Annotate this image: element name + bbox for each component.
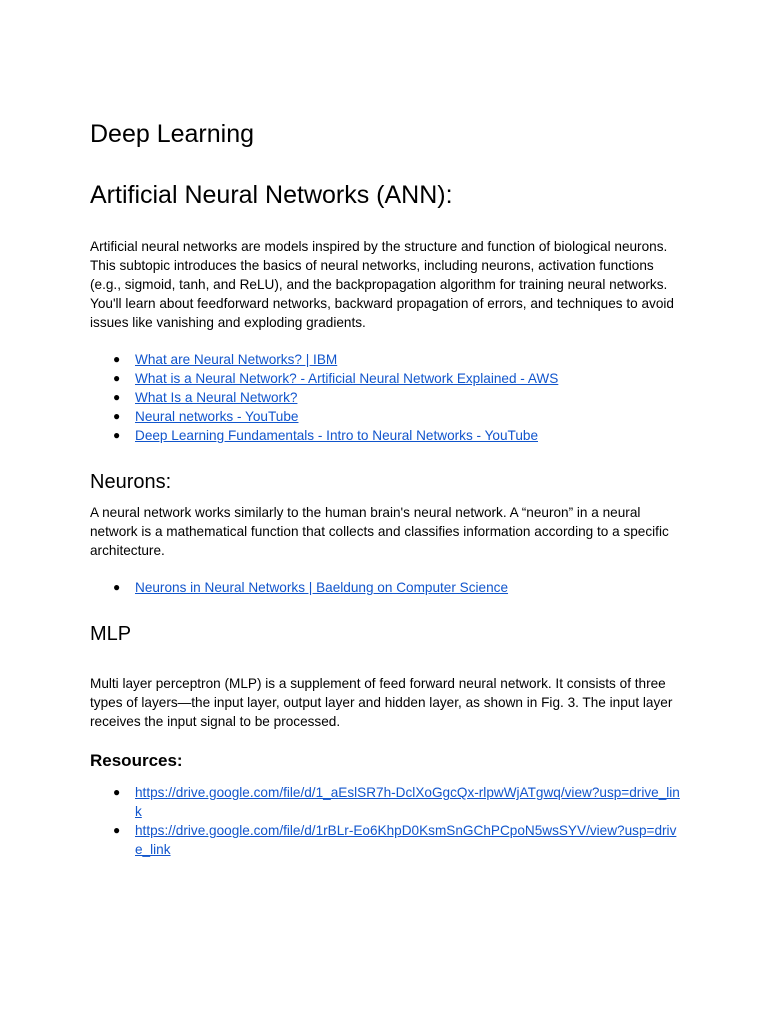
- list-item: [90, 350, 680, 369]
- link-baeldung-neurons[interactable]: Neurons in Neural Networks | Baeldung on Computer Science: [135, 580, 509, 595]
- bullet-icon: ●: [113, 390, 121, 404]
- link-neural-networks-youtube[interactable]: Neural networks - YouTube: [135, 409, 299, 424]
- neurons-description: A neural network works similarly to the human brain's neural network. A “neuron” in a neural network is a mathematical function that collects and classifies information according to a specific architecture.: [90, 505, 669, 558]
- neurons-link-list: [90, 578, 680, 597]
- link-deep-learning-fundamentals[interactable]: Deep Learning Fundamentals - Intro to Neural Networks - YouTube: [135, 428, 538, 443]
- link-what-is-neural-network[interactable]: What Is a Neural Network?: [135, 390, 298, 405]
- list-item: [90, 426, 680, 445]
- ann-heading: Artificial Neural Networks (ANN):: [90, 181, 453, 209]
- bullet-icon: ●: [113, 785, 121, 799]
- list-item: [90, 821, 680, 859]
- ann-description: Artificial neural networks are models inspired by the structure and function of biological neurons. This subtopic introduces the basics of neural networks, including neurons, activation functions (e.g., sigmoid, tanh, and ReLU), and the backpropagation algorithm for training neural networks. You'll learn about feedforward networks, backward propagation of errors, and techniques to avoid issues like vanishing and exploding gradients.: [90, 239, 674, 330]
- link-aws-neural-network[interactable]: What is a Neural Network? - Artificial Neural Network Explained - AWS: [135, 371, 559, 386]
- resources-link-list: [90, 783, 680, 859]
- bullet-icon: ●: [113, 352, 121, 366]
- page-title: Deep Learning: [90, 120, 255, 148]
- neurons-heading: Neurons:: [90, 471, 172, 493]
- bullet-icon: ●: [113, 371, 121, 385]
- bullet-icon: ●: [113, 823, 121, 837]
- list-item: [90, 783, 680, 821]
- mlp-description: Multi layer perceptron (MLP) is a supplement of feed forward neural network. It consists of three types of layers—the input layer, output layer and hidden layer, as shown in Fig. 3. The input layer receives the input signal to be processed.: [90, 676, 673, 729]
- bullet-icon: ●: [113, 428, 121, 442]
- list-item: [90, 578, 680, 597]
- bullet-icon: ●: [113, 580, 121, 594]
- list-item: [90, 369, 680, 388]
- bullet-icon: ●: [113, 409, 121, 423]
- mlp-heading: MLP: [90, 623, 132, 645]
- link-drive-resource-2[interactable]: https://drive.google.com/file/d/1rBLr-Eo6KhpD0KsmSnGChPCpoN5wsSYV/view?usp=drive_link: [135, 823, 677, 857]
- resources-heading: Resources:: [90, 751, 183, 770]
- list-item: [90, 407, 680, 426]
- list-item: [90, 388, 680, 407]
- link-ibm-neural-networks[interactable]: What are Neural Networks? | IBM: [135, 352, 338, 367]
- ann-link-list: [90, 350, 680, 445]
- link-drive-resource-1[interactable]: https://drive.google.com/file/d/1_aEslSR7h-DclXoGgcQx-rlpwWjATgwq/view?usp=drive_link: [135, 785, 680, 819]
